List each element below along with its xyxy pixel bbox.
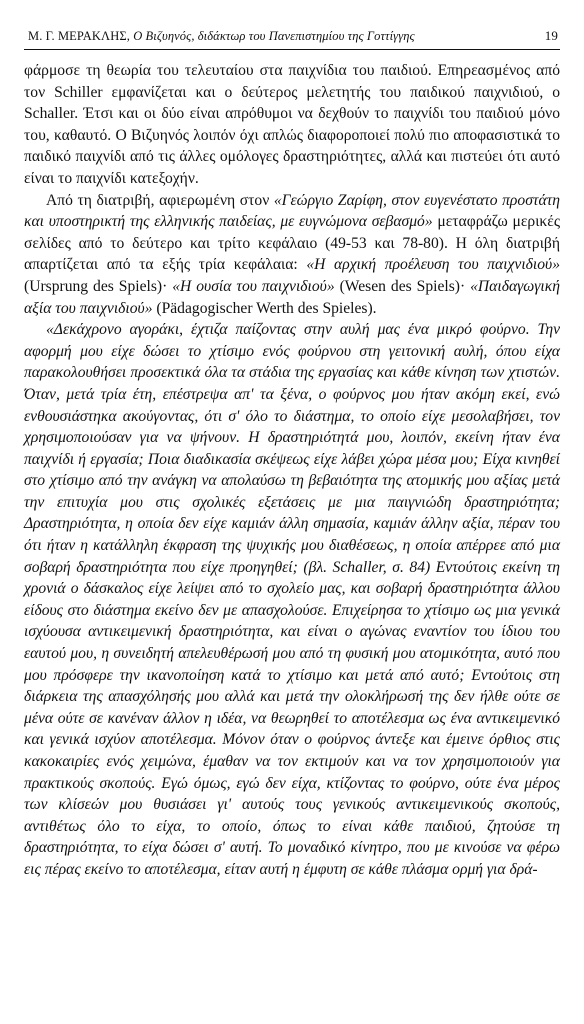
running-head <box>24 28 560 50</box>
page-number: 19 <box>544 28 558 43</box>
text-run: (Ursprung des Spiels)· <box>24 277 173 295</box>
header-title: Ο Βιζυηνός, διδάκτωρ του Πανεπιστημίου της Γοττίγγης <box>133 29 415 43</box>
italic-text-run: «Παιδαγωγική αξία του παιχνιδιού» <box>24 277 560 317</box>
italic-text-run: «Γεώργιο Ζαρίφη, στον ευγενέστατο προστάτη και υποστηρικτή της ελληνικής παιδείας, με ευγνώμονα σεβασμό» <box>24 191 560 231</box>
italic-text-run: «Δεκάχρονο αγοράκι, έχτιζα παίζοντας στην αυλή μας ένα μικρό φούρνο. Την αφορμή μου είχε δώσει το χτίσιμο ενός φούρνου στη γειτονική αυλή, όπου είχα παρακολουθήσει προσεκτικά όλα τα στάδια της εργασίας και κάθε κίνηση των χτιστών. Όταν, μετά τρία έτη, επέστρεψα απ' τα ξένα, ο φούρνος μου ήταν ακόμη εκεί, ενώ ενθουσιάστηκα ακούγοντας, ότι σ' όλο το διάστημα, το οποίο είχε μεσολαβήσει, τον χρησιμοποιούσαν για να ψήνουν. Η δραστηριότητά μου, λοιπόν, εκείνη ήταν ένα παιχνίδι ή εργασία; Ποια διαδικασία σκέψεως είχε λάβει χώρα μέσα μου; Είχα κινηθεί στο χτίσιμο από την ανάγκη να απολαύσω τη βεβαιότητα της ατομικής μου αξίας μετά την επιτυχία μου στις σχολικές εξετάσεις με μια παιγνιώδη δραστηριότητα; Δραστηριότητα, η οποία δεν είχε καμιάν άλλη σημασία, καμιάν άλλην αξία, πέραν του ότι ήταν η κατάλληλη έκφραση της ψυχικής μου διαθέσεως, η οποία απέρρεε από μια σοβαρή δραστηριότητα που είχε προηγηθεί; (βλ. Schaller, σ. 84) Εντούτοις εκείνη τη χρονιά ο δάσκαλος είχε λείψει από το σχολείο μας, και σοβαρή δραστηριότητα άλλου είδους στο διάστημα εκείνο δεν με απασχολούσε. Επιχείρησα το χτίσιμο ως μια γενικά ισχύουσα αντικειμενική δραστηριότητα, και είναι ο αγώνας εναντίον του ίδιου του εαυτού μου, η συνειδητή απελευθέρωσή μου από τη φυσική μου ατομικότητα, αυτό που μου πρόσφερε την ικανοποίηση κατά το χτίσιμο και μετά από αυτό; Εντούτοις στη διάρκεια της απασχόλησής μου αλλά και μετά την ολοκλήρωσή της δεν ήλθε ούτε σε μένα ούτε σε κανέναν άλλον η ιδέα, να θεωρηθεί το αποτέλεσμα ως ένα αντικειμενικό και γενικά ισχύον αποτέλεσμα. Μόνον όταν ο φούρνος άντεξε και έμεινε όρθιος στις κακοκαιρίες ενός χειμώνα, έμαθαν να τον εκτιμούν και να τον χρησιμοποιούν για πρακτικούς σκοπούς. Εγώ όμως, εγώ δεν είχα, κτίζοντας το φούρνο, ούτε ένα μέρος των κλίσεών μου θυσιάσει γι' αυτούς τους γενικούς αντικειμενικούς σκοπούς, αντιθέτως όλο το είχα, το οποίο, όπως το είναι κάθε παιδιού, ζητούσε τη δραστηριότητα, το είχα δώσει σ' αυτή. Το μοναδικό κίνητρο, που με κινούσε να φέρω εις πέρας εκείνο το αποτέλεσμα, είταν αυτή η έμφυτη σε κάθε πλάσμα ορμή για δρά- <box>24 321 560 878</box>
paragraph <box>24 190 560 320</box>
text-run: Από τη διατριβή, αφιερωμένη στον <box>46 191 274 209</box>
italic-text-run: «Η ουσία του παιχνιδιού» <box>172 277 335 295</box>
body-text <box>24 60 560 881</box>
text-run: μεταφράζω μερικές σελίδες από το δεύτερο και τρίτο κεφάλαιο (49-53 και 78-80). Η όλη διατριβή απαρτίζεται από τα εξής τρία κεφάλαια: <box>24 213 560 274</box>
paragraph <box>24 319 560 880</box>
italic-text-run: «Η αρχική προέλευση του παιχνιδιού» <box>306 256 560 274</box>
text-run: (Wesen des Spiels)· <box>334 277 471 295</box>
text-run: φάρμοσε τη θεωρία του τελευταίου στα παιχνίδια του παιδιού. Επηρεασμένος από τον Schiller εμφανίζεται και ο δεύτερος μελετητής του παιδικού παιχνιδιού, ο Schaller. Έτσι και οι δύο είναι απρόθυμοι να δεχθούν το παιχνίδι του παιδιού μόνο του, καθαυτό. Ο Βιζυηνός λοιπόν όχι απλώς διαφοροποιεί πολύ πιο αποφασιστικά το παιδικό παιχνίδι από τις άλλες ομόλογες δραστηριότητες, αλλά και πιστεύει ότι αυτό είναι το παιχνίδι κατεξοχήν. <box>24 62 560 187</box>
text-run: (Pädagogischer Werth des Spieles). <box>152 299 377 317</box>
running-head-text <box>28 29 415 44</box>
header-author: Μ. Γ. ΜΕΡΑΚΛΗΣ, <box>28 29 134 43</box>
paragraph <box>24 60 560 190</box>
